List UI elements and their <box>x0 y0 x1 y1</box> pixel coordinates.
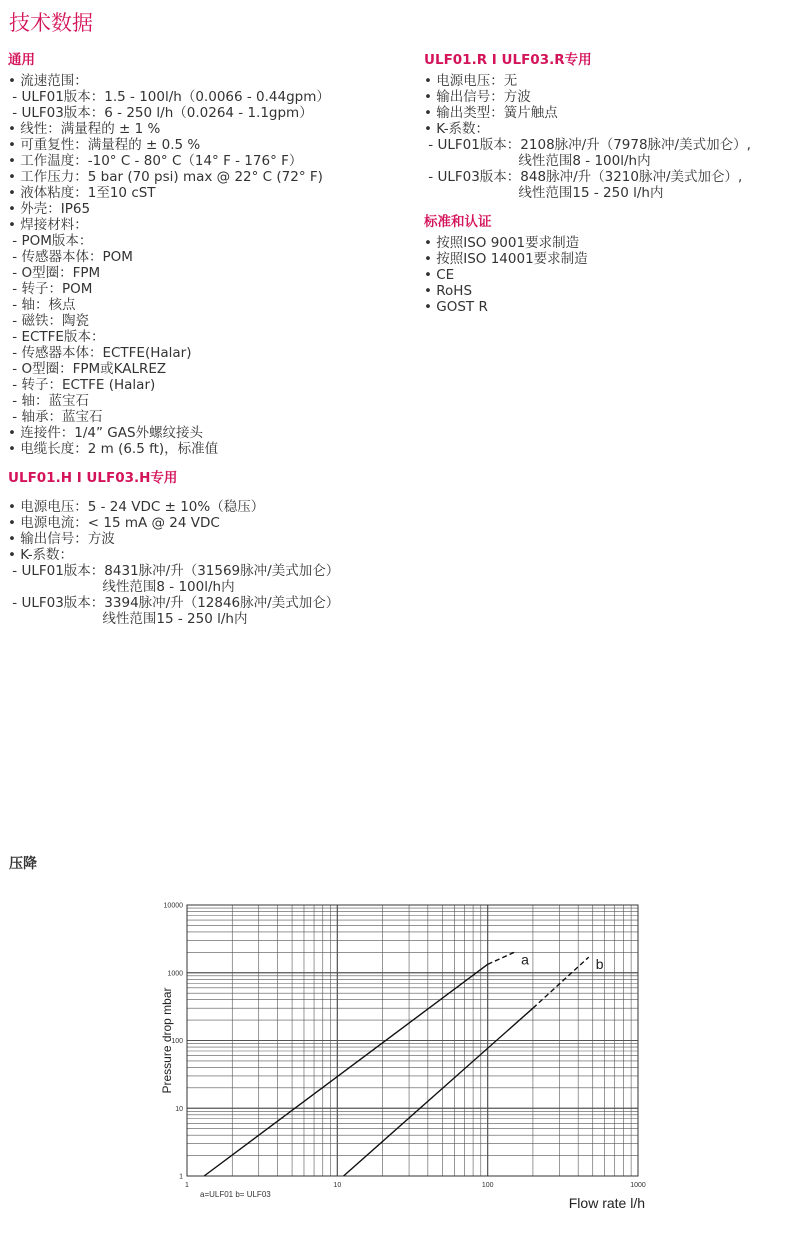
spec-line: - O型圈：FPM或KALREZ <box>8 361 167 377</box>
series-dashed-b <box>533 957 589 1008</box>
left-column <box>8 51 408 627</box>
spec-line: • GOST R <box>424 299 488 315</box>
spec-line: • 输出类型：簧片触点 <box>424 105 558 121</box>
spec-line: • 液体粘度：1至10 cST <box>8 185 156 201</box>
spec-line: - 转子：POM <box>8 281 93 297</box>
series-line-a <box>204 964 488 1176</box>
x-tick-label: 1000 <box>630 1182 646 1189</box>
general-spec-list <box>8 73 408 457</box>
spec-line: - ULF03版本：3394脉冲/升（12846脉冲/美式加仑） <box>8 595 340 611</box>
spec-line: • 可重复性：满量程的 ± 0.5 % <box>8 137 201 153</box>
page-title: 技术数据 <box>9 11 93 35</box>
spec-line: - 传感器本体：POM <box>8 249 133 265</box>
spec-line: • 输出信号：方波 <box>424 89 531 105</box>
spec-line: - ULF01版本：2108脉冲/升（7978脉冲/美式加仑）, <box>424 137 751 153</box>
y-tick-label: 100 <box>171 1038 183 1045</box>
spec-line: • 电源电压：5 - 24 VDC ± 10%（稳压） <box>8 499 265 515</box>
x-tick-label: 10 <box>333 1182 342 1189</box>
spec-line: • 按照ISO 14001要求制造 <box>424 251 588 267</box>
legend-note: a=ULF01 b= ULF03 <box>200 1190 271 1199</box>
spec-line: 线性范围8 - 100l/h内 <box>8 579 235 595</box>
y-axis-label: Pressure drop mbar <box>160 987 174 1094</box>
spec-line: • RoHS <box>424 283 473 299</box>
spec-line: • K-系数： <box>8 547 74 563</box>
series-dashed-a <box>488 952 514 964</box>
spec-line: • 电缆长度：2 m (6.5 ft)，标准值 <box>8 441 219 457</box>
y-tick-label: 10000 <box>163 902 183 910</box>
spec-line: • 按照ISO 9001要求制造 <box>424 235 580 251</box>
series-line-b <box>344 1008 533 1176</box>
spec-line: • 流速范围： <box>8 73 88 89</box>
spec-line: - 传感器本体：ECTFE(Halar) <box>8 345 192 361</box>
spec-line: 线性范围15 - 250 l/h内 <box>8 611 248 627</box>
spec-line: • 输出信号：方波 <box>8 531 115 547</box>
spec-line: - 磁铁：陶瓷 <box>8 313 89 329</box>
spec-line: • 外壳：IP65 <box>8 201 91 217</box>
spec-line: - ULF03版本：848脉冲/升（3210脉冲/美式加仑）, <box>424 169 743 185</box>
spec-line: - ULF01版本：1.5 - 100l/h（0.0066 - 0.44gpm） <box>8 89 330 105</box>
y-tick-label: 1000 <box>167 970 183 978</box>
section-heading-general: 通用 <box>8 52 35 68</box>
spec-line: - 轴：核点 <box>8 297 76 313</box>
x-tick-label: 1 <box>185 1182 189 1189</box>
spec-line: - O型圈：FPM <box>8 265 101 281</box>
section-heading-h-version: ULF01.H I ULF03.H专用 <box>8 470 178 486</box>
spec-line: - ULF01版本：8431脉冲/升（31569脉冲/美式加仑） <box>8 563 340 579</box>
section-heading-r-version: ULF01.R I ULF03.R专用 <box>424 52 592 68</box>
spec-line: • 工作温度：-10° C - 80° C（14° F - 176° F） <box>8 153 303 169</box>
right-column <box>424 51 800 315</box>
spec-line: • 电源电压：无 <box>424 73 518 89</box>
y-tick-label: 1 <box>179 1173 183 1181</box>
x-tick-label: 100 <box>481 1182 494 1189</box>
pressure-drop-chart <box>0 880 800 1220</box>
spec-line: - 转子：ECTFE (Halar) <box>8 377 156 393</box>
series-label-b: b <box>595 956 604 973</box>
spec-line: • 焊接材料： <box>8 217 88 233</box>
spec-line: • K-系数： <box>424 121 490 137</box>
section-heading-standards: 标准和认证 <box>424 214 492 230</box>
h-version-spec-list <box>8 499 408 627</box>
x-axis-label: Flow rate l/h <box>568 1195 645 1211</box>
r-version-spec-list <box>424 73 800 201</box>
spec-line: - 轴承：蓝宝石 <box>8 409 103 425</box>
spec-line: - ECTFE版本： <box>8 329 105 345</box>
spec-line: • 连接件：1/4” GAS外螺纹接头 <box>8 425 204 441</box>
y-tick-label: 10 <box>175 1105 183 1113</box>
spec-line: • 工作压力：5 bar (70 psi) max @ 22° C (72° F) <box>8 169 323 185</box>
spec-line: - ULF03版本：6 - 250 l/h（0.0264 - 1.1gpm） <box>8 105 313 121</box>
spec-line: - POM版本： <box>8 233 93 249</box>
spec-line: • CE <box>424 267 455 283</box>
spec-line: 线性范围15 - 250 l/h内 <box>424 185 664 201</box>
spec-line: • 电源电流：< 15 mA @ 24 VDC <box>8 515 220 531</box>
spec-line: 线性范围8 - 100l/h内 <box>424 153 651 169</box>
standards-list <box>424 235 800 315</box>
series-label-a: a <box>521 951 529 968</box>
chart-section-title: 压降 <box>9 856 37 872</box>
spec-line: • 线性：满量程的 ± 1 % <box>8 121 161 137</box>
spec-line: - 轴：蓝宝石 <box>8 393 89 409</box>
